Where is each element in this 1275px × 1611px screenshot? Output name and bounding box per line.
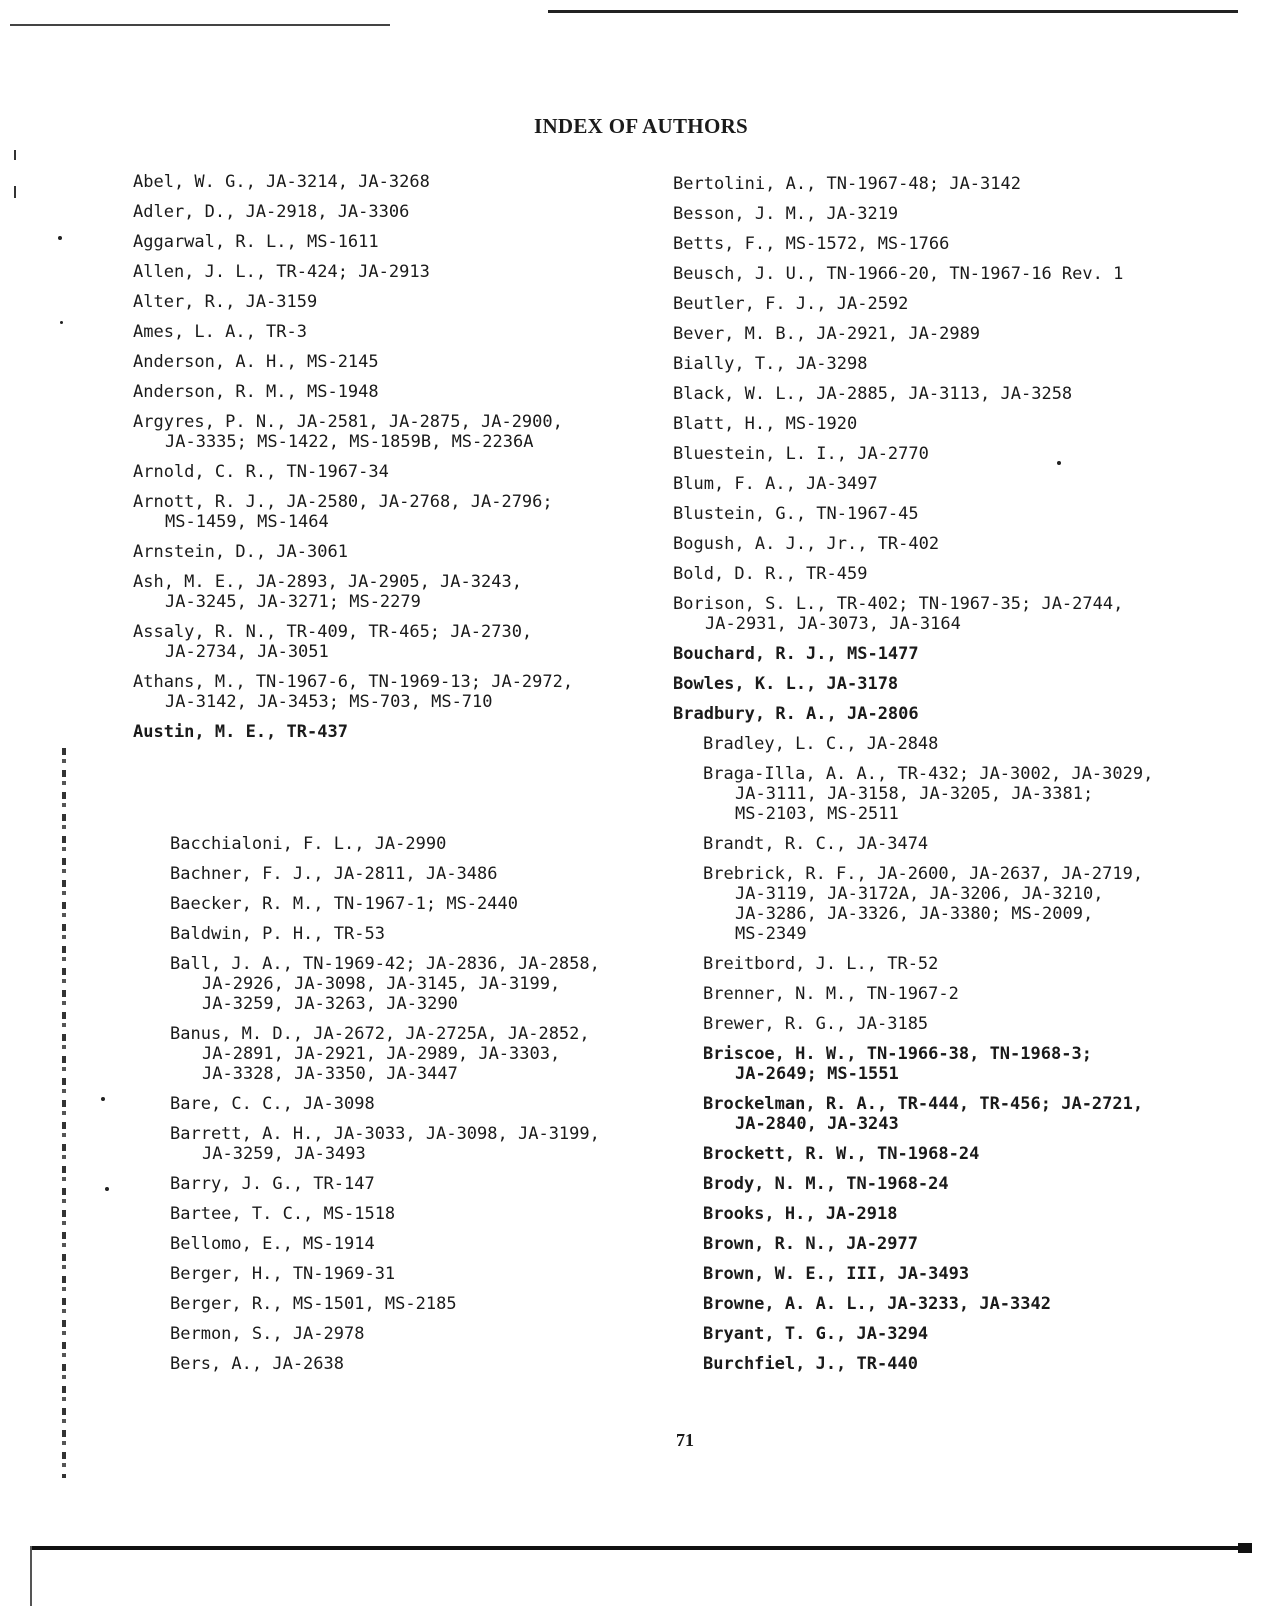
index-entry xyxy=(170,1124,670,1164)
entry-continuation: MS-1459, MS-1464 xyxy=(165,512,329,532)
index-entry xyxy=(170,894,670,914)
entry-line: Blatt, H., MS-1920 xyxy=(673,414,858,434)
entry-line: Briscoe, H. W., TN-1966-38, TN-1968-3; xyxy=(703,1044,1092,1064)
entry-continuation: JA-3286, JA-3326, JA-3380; MS-2009, xyxy=(735,904,1094,924)
index-entry xyxy=(170,1234,670,1254)
entry-line: Bare, C. C., JA-3098 xyxy=(170,1094,375,1114)
index-entry xyxy=(703,1264,1243,1284)
entry-line: Bially, T., JA-3298 xyxy=(673,354,868,374)
entry-continuation: JA-3335; MS-1422, MS-1859B, MS-2236A xyxy=(165,432,534,452)
index-entry xyxy=(703,1354,1243,1374)
top-rule xyxy=(548,10,1238,13)
entry-line: Anderson, A. H., MS-2145 xyxy=(133,352,379,372)
index-entry xyxy=(703,834,1243,854)
page-number: 71 xyxy=(676,1430,694,1450)
index-entry xyxy=(673,674,1243,694)
entry-line: Bers, A., JA-2638 xyxy=(170,1354,344,1374)
index-entry xyxy=(133,722,643,742)
index-entry xyxy=(133,622,643,662)
entry-line: Bouchard, R. J., MS-1477 xyxy=(673,644,919,664)
scan-speck xyxy=(58,236,62,240)
entry-line: Beusch, J. U., TN-1966-20, TN-1967-16 Rev. 1 xyxy=(673,264,1124,284)
entry-continuation: JA-3119, JA-3172A, JA-3206, JA-3210, xyxy=(735,884,1104,904)
left-column-b xyxy=(170,834,670,1384)
index-entry xyxy=(703,1294,1243,1314)
index-entry xyxy=(673,204,1243,224)
index-entry xyxy=(133,292,643,312)
entry-line: Brockett, R. W., TN-1968-24 xyxy=(703,1144,980,1164)
entry-line: Brown, W. E., III, JA-3493 xyxy=(703,1264,970,1284)
index-entry xyxy=(673,324,1243,344)
index-entry xyxy=(673,504,1243,524)
index-entry xyxy=(133,492,643,532)
entry-line: Beutler, F. J., JA-2592 xyxy=(673,294,909,314)
index-entry xyxy=(170,924,670,944)
index-entry xyxy=(673,534,1243,554)
index-entry xyxy=(133,672,643,712)
entry-line: Barry, J. G., TR-147 xyxy=(170,1174,375,1194)
entry-line: Bartee, T. C., MS-1518 xyxy=(170,1204,396,1224)
index-entry xyxy=(673,174,1243,194)
entry-line: Ball, J. A., TN-1969-42; JA-2836, JA-2858, xyxy=(170,954,600,974)
entry-line: Besson, J. M., JA-3219 xyxy=(673,204,899,224)
entry-line: Ash, M. E., JA-2893, JA-2905, JA-3243, xyxy=(133,572,522,592)
index-entry xyxy=(703,954,1243,974)
entry-line: Burchfiel, J., TR-440 xyxy=(703,1354,918,1374)
entry-line: Braga-Illa, A. A., TR-432; JA-3002, JA-3029, xyxy=(703,764,1154,784)
entry-line: Bowles, K. L., JA-3178 xyxy=(673,674,899,694)
index-entry xyxy=(673,644,1243,664)
entry-line: Brewer, R. G., JA-3185 xyxy=(703,1014,929,1034)
entry-line: Bogush, A. J., Jr., TR-402 xyxy=(673,534,940,554)
entry-line: Bradbury, R. A., JA-2806 xyxy=(673,704,919,724)
entry-line: Aggarwal, R. L., MS-1611 xyxy=(133,232,379,252)
index-entry xyxy=(170,1354,670,1374)
scan-speck xyxy=(101,1097,105,1101)
entry-line: Breitbord, J. L., TR-52 xyxy=(703,954,939,974)
entry-line: Brockelman, R. A., TR-444, TR-456; JA-2721, xyxy=(703,1094,1144,1114)
bottom-rule xyxy=(30,1546,1252,1550)
entry-line: Arnott, R. J., JA-2580, JA-2768, JA-2796; xyxy=(133,492,553,512)
entry-continuation: JA-2926, JA-3098, JA-3145, JA-3199, xyxy=(202,974,561,994)
margin-tick xyxy=(14,186,16,198)
index-entry xyxy=(673,564,1243,584)
entry-continuation: JA-2734, JA-3051 xyxy=(165,642,329,662)
index-entry xyxy=(673,444,1243,464)
entry-line: Borison, S. L., TR-402; TN-1967-35; JA-2744, xyxy=(673,594,1124,614)
margin-tick xyxy=(14,150,16,160)
left-column-a xyxy=(133,172,643,752)
entry-line: Arnold, C. R., TN-1967-34 xyxy=(133,462,389,482)
binding-edge-mark xyxy=(62,748,66,1478)
entry-line: Brooks, H., JA-2918 xyxy=(703,1204,898,1224)
scan-speck xyxy=(60,321,63,324)
entry-line: Brebrick, R. F., JA-2600, JA-2637, JA-2719, xyxy=(703,864,1144,884)
entry-line: Betts, F., MS-1572, MS-1766 xyxy=(673,234,950,254)
index-entry xyxy=(170,1094,670,1114)
index-entry xyxy=(703,864,1243,944)
index-entry xyxy=(703,1324,1243,1344)
entry-continuation: JA-2891, JA-2921, JA-2989, JA-3303, xyxy=(202,1044,561,1064)
entry-line: Brenner, N. M., TN-1967-2 xyxy=(703,984,959,1004)
entry-line: Brandt, R. C., JA-3474 xyxy=(703,834,929,854)
entry-line: Abel, W. G., JA-3214, JA-3268 xyxy=(133,172,430,192)
entry-line: Bradley, L. C., JA-2848 xyxy=(703,734,939,754)
index-entry xyxy=(703,764,1243,824)
index-entry xyxy=(170,1174,670,1194)
entry-line: Baecker, R. M., TN-1967-1; MS-2440 xyxy=(170,894,518,914)
entry-line: Anderson, R. M., MS-1948 xyxy=(133,382,379,402)
index-entry xyxy=(673,414,1243,434)
entry-line: Brody, N. M., TN-1968-24 xyxy=(703,1174,949,1194)
entry-line: Bacchialoni, F. L., JA-2990 xyxy=(170,834,447,854)
entry-continuation: MS-2349 xyxy=(735,924,807,944)
entry-line: Ames, L. A., TR-3 xyxy=(133,322,307,342)
entry-line: Bertolini, A., TN-1967-48; JA-3142 xyxy=(673,174,1021,194)
entry-continuation: JA-2649; MS-1551 xyxy=(735,1064,899,1084)
entry-line: Bever, M. B., JA-2921, JA-2989 xyxy=(673,324,981,344)
entry-continuation: MS-2103, MS-2511 xyxy=(735,804,899,824)
index-entry xyxy=(133,352,643,372)
entry-line: Berger, R., MS-1501, MS-2185 xyxy=(170,1294,457,1314)
page-title: INDEX OF AUTHORS xyxy=(533,114,749,138)
index-entry xyxy=(133,462,643,482)
entry-line: Bellomo, E., MS-1914 xyxy=(170,1234,375,1254)
index-entry xyxy=(133,232,643,252)
index-entry xyxy=(133,322,643,342)
entry-line: Bluestein, L. I., JA-2770 xyxy=(673,444,929,464)
entry-continuation: JA-3142, JA-3453; MS-703, MS-710 xyxy=(165,692,493,712)
entry-line: Barrett, A. H., JA-3033, JA-3098, JA-3199, xyxy=(170,1124,600,1144)
index-entry xyxy=(673,474,1243,494)
index-entry xyxy=(703,1174,1243,1194)
index-entry xyxy=(703,1094,1243,1134)
index-entry xyxy=(133,202,643,222)
entry-line: Austin, M. E., TR-437 xyxy=(133,722,348,742)
entry-line: Bachner, F. J., JA-2811, JA-3486 xyxy=(170,864,498,884)
index-entry xyxy=(703,1044,1243,1084)
scan-speck xyxy=(105,1187,109,1191)
index-entry xyxy=(133,542,643,562)
entry-line: Bold, D. R., TR-459 xyxy=(673,564,868,584)
entry-line: Argyres, P. N., JA-2581, JA-2875, JA-2900, xyxy=(133,412,563,432)
entry-line: Athans, M., TN-1967-6, TN-1969-13; JA-2972, xyxy=(133,672,574,692)
entry-continuation: JA-2931, JA-3073, JA-3164 xyxy=(705,614,961,634)
entry-continuation: JA-3259, JA-3493 xyxy=(202,1144,366,1164)
index-entry xyxy=(703,734,1243,754)
index-entry xyxy=(133,172,643,192)
entry-continuation: JA-3259, JA-3263, JA-3290 xyxy=(202,994,458,1014)
index-entry xyxy=(703,1014,1243,1034)
entry-continuation: JA-3111, JA-3158, JA-3205, JA-3381; xyxy=(735,784,1094,804)
entry-line: Bryant, T. G., JA-3294 xyxy=(703,1324,929,1344)
entry-line: Brown, R. N., JA-2977 xyxy=(703,1234,918,1254)
entry-line: Adler, D., JA-2918, JA-3306 xyxy=(133,202,410,222)
entry-line: Arnstein, D., JA-3061 xyxy=(133,542,348,562)
index-entry xyxy=(170,1024,670,1084)
index-entry xyxy=(673,264,1243,284)
top-left-rule xyxy=(10,24,390,26)
entry-line: Browne, A. A. L., JA-3233, JA-3342 xyxy=(703,1294,1051,1314)
index-entry xyxy=(133,382,643,402)
index-entry xyxy=(170,1204,670,1224)
right-column xyxy=(673,174,1243,1384)
index-entry xyxy=(170,834,670,854)
index-entry xyxy=(703,1144,1243,1164)
index-entry xyxy=(703,984,1243,1004)
index-entry xyxy=(170,1294,670,1314)
entry-line: Black, W. L., JA-2885, JA-3113, JA-3258 xyxy=(673,384,1073,404)
index-entry xyxy=(703,1234,1243,1254)
entry-line: Baldwin, P. H., TR-53 xyxy=(170,924,385,944)
index-entry xyxy=(673,354,1243,374)
bottom-rule-end xyxy=(1238,1543,1252,1553)
entry-line: Banus, M. D., JA-2672, JA-2725A, JA-2852, xyxy=(170,1024,590,1044)
index-entry xyxy=(133,572,643,612)
entry-line: Allen, J. L., TR-424; JA-2913 xyxy=(133,262,430,282)
index-entry xyxy=(673,594,1243,634)
index-entry xyxy=(673,704,1243,724)
index-entry xyxy=(170,1264,670,1284)
index-entry xyxy=(703,1204,1243,1224)
bottom-left-rule xyxy=(30,1546,32,1606)
index-entry xyxy=(170,864,670,884)
entry-line: Berger, H., TN-1969-31 xyxy=(170,1264,396,1284)
entry-line: Assaly, R. N., TR-409, TR-465; JA-2730, xyxy=(133,622,533,642)
index-entry xyxy=(673,234,1243,254)
entry-continuation: JA-3245, JA-3271; MS-2279 xyxy=(165,592,421,612)
index-entry xyxy=(170,1324,670,1344)
index-entry xyxy=(673,384,1243,404)
index-entry xyxy=(170,954,670,1014)
index-entry xyxy=(133,412,643,452)
entry-continuation: JA-3328, JA-3350, JA-3447 xyxy=(202,1064,458,1084)
entry-line: Alter, R., JA-3159 xyxy=(133,292,318,312)
entry-line: Blum, F. A., JA-3497 xyxy=(673,474,878,494)
entry-line: Bermon, S., JA-2978 xyxy=(170,1324,365,1344)
index-entry xyxy=(133,262,643,282)
index-entry xyxy=(673,294,1243,314)
entry-continuation: JA-2840, JA-3243 xyxy=(735,1114,899,1134)
entry-line: Blustein, G., TN-1967-45 xyxy=(673,504,919,524)
